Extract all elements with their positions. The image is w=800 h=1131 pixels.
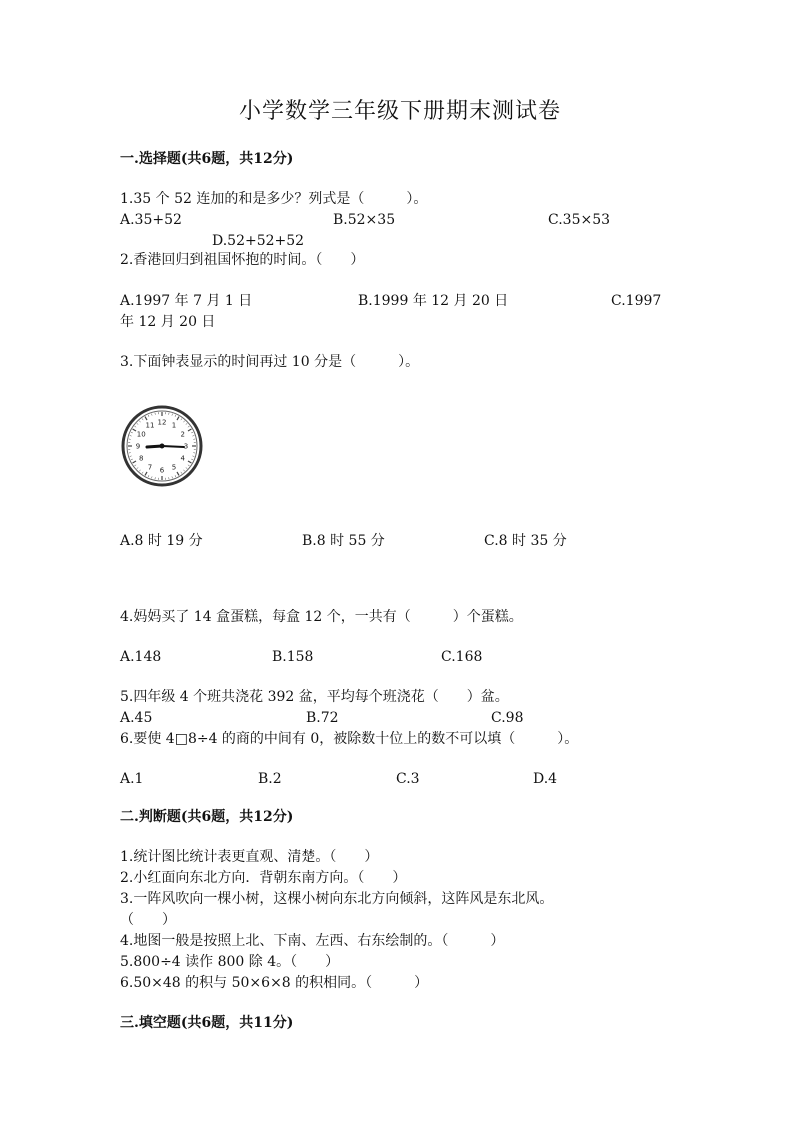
judgement-item-4: 4.地图一般是按照上北、下南、左西、右东绘制的。（ ） (120, 933, 505, 949)
section-heading-fill-blank: 三.填空题(共6题，共11分) (120, 1015, 294, 1031)
q2-option-b: B.1999 年 12 月 20 日 (358, 293, 509, 309)
clock-number: 9 (135, 442, 141, 451)
q1-option-c: C.35×53 (548, 212, 611, 228)
clock-number: 6 (159, 466, 165, 475)
clock-image (120, 404, 204, 488)
q1-option-d: D.52+52+52 (212, 233, 305, 249)
q6-option-c: C.3 (396, 771, 420, 787)
section-heading-judgement: 二.判断题(共6题，共12分) (120, 809, 294, 825)
clock-number: 8 (138, 454, 144, 463)
judgement-item-1: 1.统计图比统计表更直观、清楚。（ ） (120, 849, 379, 865)
q5-option-b: B.72 (306, 710, 339, 726)
q1-option-a: A.35+52 (120, 212, 182, 228)
page-title: 小学数学三年级下册期末测试卷 (238, 99, 561, 124)
q6-option-a: A.1 (120, 771, 144, 787)
question-5: 5.四年级 4 个班共浇花 392 盆，平均每个班浇花（ ）盆。 (120, 689, 509, 705)
q2-option-c: C.1997 (611, 293, 662, 309)
q4-option-a: A.148 (120, 649, 162, 665)
clock-number: 2 (180, 430, 186, 439)
judgement-item-5: 5.800÷4 读作 800 除 4。（ ） (120, 954, 340, 970)
q4-option-c: C.168 (441, 649, 483, 665)
clock-number: 12 (157, 418, 167, 427)
q1-option-b: B.52×35 (333, 212, 396, 228)
clock-number: 7 (147, 463, 153, 472)
q3-option-b: B.8 时 55 分 (302, 533, 385, 549)
clock-number: 3 (183, 442, 189, 451)
q5-option-a: A.45 (120, 710, 153, 726)
q3-option-c: C.8 时 35 分 (484, 533, 567, 549)
judgement-item-3: 3.一阵风吹向一棵小树，这棵小树向东北方向倾斜，这阵风是东北风。 (120, 891, 554, 907)
judgement-item-3-blank: （ ） (120, 912, 176, 928)
question-6: 6.要使 4□8÷4 的商的中间有 0，被除数十位上的数不可以填（ ）。 (120, 731, 579, 747)
q6-option-d: D.4 (533, 771, 558, 787)
question-3: 3.下面钟表显示的时间再过 10 分是（ ）。 (120, 354, 420, 370)
q6-option-b: B.2 (258, 771, 282, 787)
clock-minute-hand (162, 446, 184, 447)
clock-number: 5 (171, 463, 177, 472)
clock-number: 4 (180, 454, 186, 463)
q5-option-c: C.98 (491, 710, 524, 726)
clock-number: 10 (136, 430, 146, 439)
q2-option-c-continued: 年 12 月 20 日 (120, 314, 216, 330)
judgement-item-2: 2.小红面向东北方向．背朝东南方向。（ ） (120, 870, 407, 886)
q3-option-a: A.8 时 19 分 (120, 533, 203, 549)
judgement-item-6: 6.50×48 的积与 50×6×8 的积相同。（ ） (120, 975, 429, 991)
clock-number: 1 (171, 421, 177, 430)
clock-number: 11 (145, 421, 155, 430)
section-heading-choice: 一.选择题(共6题，共12分) (120, 151, 294, 167)
question-1: 1.35 个 52 连加的和是多少？列式是（ ）。 (120, 191, 428, 207)
question-2: 2.香港回归到祖国怀抱的时间。（ ） (120, 252, 365, 268)
q2-option-a: A.1997 年 7 月 1 日 (120, 293, 253, 309)
question-4: 4.妈妈买了 14 盒蛋糕，每盒 12 个，一共有（ ）个蛋糕。 (120, 609, 523, 625)
q4-option-b: B.158 (272, 649, 314, 665)
clock-center (160, 444, 165, 449)
